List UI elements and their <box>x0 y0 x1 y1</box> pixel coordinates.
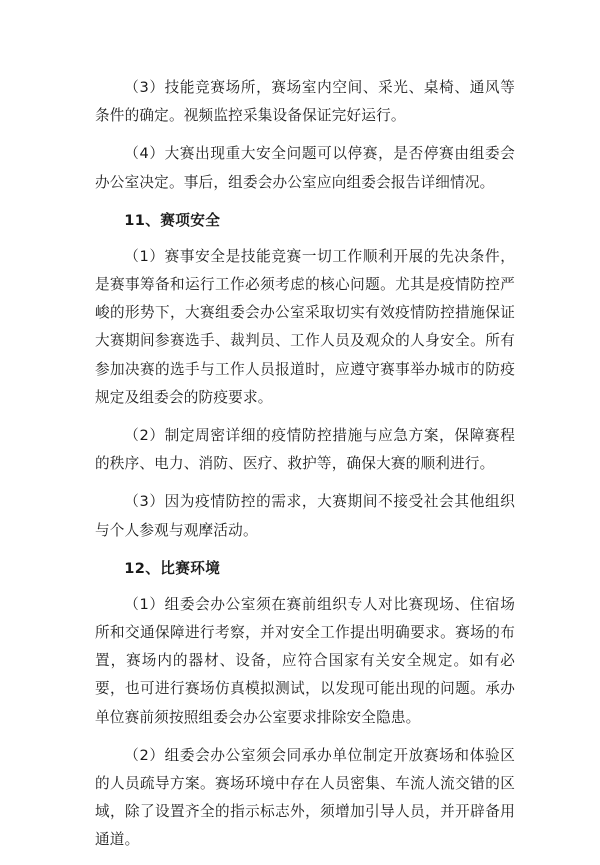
section-heading-competition-environment: 12、比赛环境 <box>124 559 221 577</box>
paragraph-suspension: （4）大赛出现重大安全问题可以停赛，是否停赛由组委会办公室决定。事后，组委会办公室应向组委会报告详细情况。 <box>95 145 515 191</box>
paragraph-environment-1: （1）组委会办公室须在赛前组织专人对比赛现场、住宿场所和交通保障进行考察，并对安全工作提出明确要求。赛场的布置，赛场内的器材、设备，应符合国家有关安全规定。如有必要，也可进行赛场仿真模拟测试，以发现可能出现的问题。承办单位赛前须按照组委会办公室要求排除安全隐患。 <box>95 595 515 726</box>
paragraph-safety-1: （1）赛事安全是技能竞赛一切工作顺利开展的先决条件，是赛事筹备和运行工作必须考虑的核心问题。尤其是疫情防控严峻的形势下，大赛组委会办公室采取切实有效疫情防控措施保证大赛期间参赛选手、裁判员、工作人员及观众的人身安全。所有参加决赛的选手与工作人员报道时，应遵守赛事举办城市的防疫规定及组委会的防疫要求。 <box>95 247 515 406</box>
paragraph-safety-3: （3）因为疫情防控的需求，大赛期间不接受社会其他组织与个人参观与观摩活动。 <box>95 493 515 539</box>
paragraph-venue-conditions: （3）技能竞赛场所，赛场室内空间、采光、桌椅、通风等条件的确定。视频监控采集设备保证完好运行。 <box>95 79 515 125</box>
section-heading-event-safety: 11、赛项安全 <box>124 211 221 229</box>
document-body <box>95 74 515 865</box>
paragraph-environment-2: （2）组委会办公室须会同承办单位制定开放赛场和体验区的人员疏导方案。赛场环境中存在人员密集、车流人流交错的区域，除了设置齐全的指示标志外，须增加引导人员，并开辟备用通道。 <box>95 746 515 849</box>
paragraph-safety-2: （2）制定周密详细的疫情防控措施与应急方案，保障赛程的秩序、电力、消防、医疗、救护等，确保大赛的顺利进行。 <box>95 427 515 473</box>
